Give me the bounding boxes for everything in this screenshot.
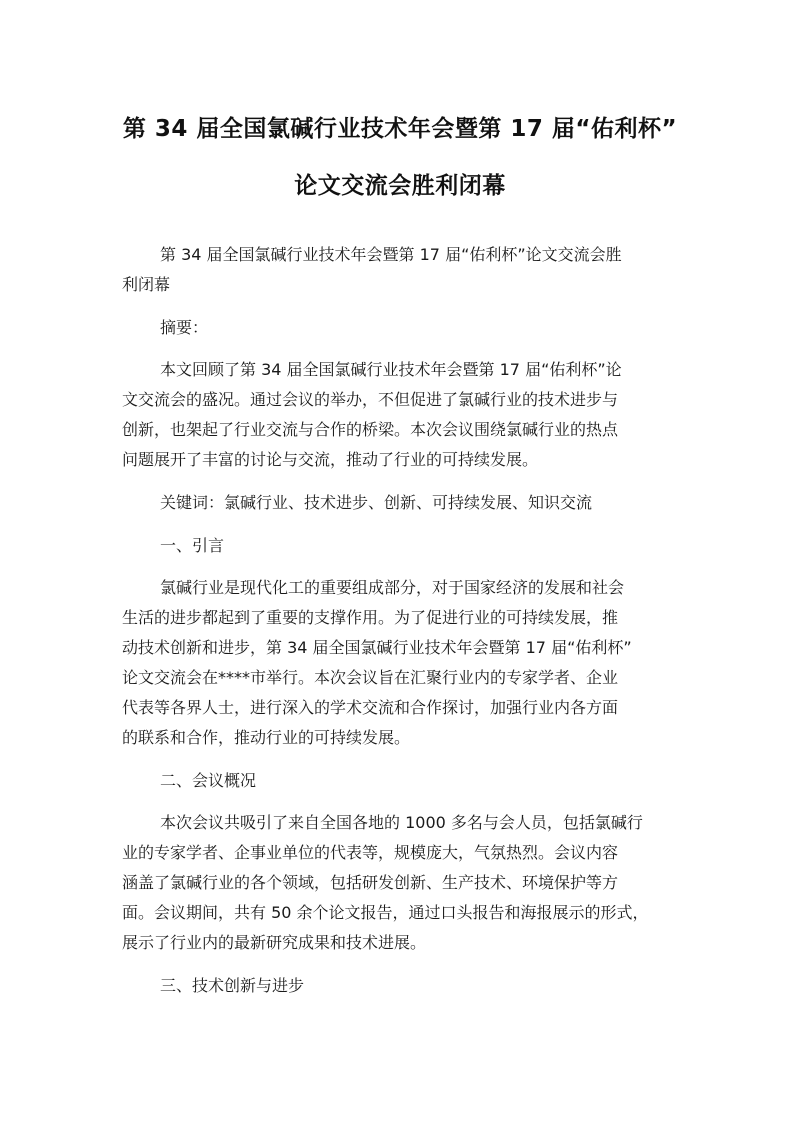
document-title-line-2: 论文交流会胜利闭幕	[294, 173, 506, 199]
introduction-paragraph-line: 论文交流会在****市举行。本次会议旨在汇聚行业内的专家学者、企业	[122, 668, 619, 687]
section-heading-introduction: 一、引言	[160, 536, 225, 555]
abstract-paragraph-line: 文交流会的盛况。通过会议的举办，不但促进了氯碱行业的技术进步与	[122, 390, 619, 409]
subtitle-paragraph-line: 利闭幕	[122, 275, 171, 294]
overview-paragraph-line: 涵盖了氯碱行业的各个领域，包括研发创新、生产技术、环境保护等方	[122, 873, 619, 892]
overview-paragraph-line: 展示了行业内的最新研究成果和技术进展。	[122, 933, 427, 952]
overview-paragraph-line: 面。会议期间，共有 50 余个论文报告，通过口头报告和海报展示的形式，	[122, 903, 649, 922]
overview-paragraph-line: 本次会议共吸引了来自全国各地的 1000 多名与会人员，包括氯碱行	[160, 813, 643, 832]
introduction-paragraph-line: 氯碱行业是现代化工的重要组成部分，对于国家经济的发展和社会	[160, 578, 625, 597]
keywords-paragraph: 关键词：氯碱行业、技术进步、创新、可持续发展、知识交流	[160, 493, 593, 512]
abstract-paragraph-line: 创新，也架起了行业交流与合作的桥梁。本次会议围绕氯碱行业的热点	[122, 420, 619, 439]
section-heading-overview: 二、会议概况	[160, 771, 257, 790]
abstract-heading: 摘要：	[160, 318, 209, 337]
abstract-paragraph-line: 问题展开了丰富的讨论与交流，推动了行业的可持续发展。	[122, 450, 539, 469]
overview-paragraph-line: 业的专家学者、企事业单位的代表等，规模庞大，气氛热烈。会议内容	[122, 843, 619, 862]
subtitle-paragraph-line: 第 34 届全国氯碱行业技术年会暨第 17 届“佑利杯”论文交流会胜	[160, 245, 622, 264]
introduction-paragraph-line: 动技术创新和进步，第 34 届全国氯碱行业技术年会暨第 17 届“佑利杯”	[122, 638, 632, 657]
document-title-line-1: 第 34 届全国氯碱行业技术年会暨第 17 届“佑利杯”	[122, 116, 678, 142]
introduction-paragraph-line: 生活的进步都起到了重要的支撑作用。为了促进行业的可持续发展，推	[122, 608, 619, 627]
section-heading-innovation: 三、技术创新与进步	[160, 976, 305, 995]
introduction-paragraph-line: 代表等各界人士，进行深入的学术交流和合作探讨，加强行业内各方面	[122, 698, 619, 717]
abstract-paragraph-line: 本文回顾了第 34 届全国氯碱行业技术年会暨第 17 届“佑利杯”论	[160, 360, 622, 379]
introduction-paragraph-line: 的联系和合作，推动行业的可持续发展。	[122, 728, 411, 747]
